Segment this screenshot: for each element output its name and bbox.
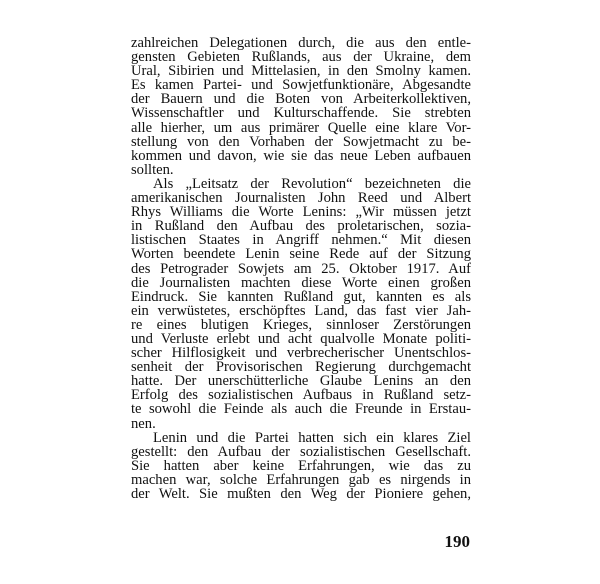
text-line: nen. bbox=[131, 415, 156, 432]
paragraph bbox=[131, 431, 471, 501]
text-line: ein verwüstetes, erschöpftes Land, das fast vier Jah- bbox=[131, 302, 471, 319]
paragraph bbox=[131, 36, 471, 177]
text-line: gestellt: den Aufbau der sozialistischen Gesellschaft. bbox=[131, 443, 471, 460]
text-line: Als „Leitsatz der Revolution“ bezeichneten die bbox=[153, 175, 471, 192]
text-line: re eines blutigen Krieges, sinnloser Zerstörungen bbox=[131, 316, 471, 333]
text-line: der Welt. Sie mußten den Weg der Pioniere gehen, bbox=[131, 486, 471, 502]
text-line: hatte. Der unerschütterliche Glaube Lenins an den bbox=[131, 373, 471, 390]
text-line: Eindruck. Sie kannten Rußland gut, kannten es als bbox=[131, 288, 471, 305]
text-line: machen war, solche Erfahrungen gab es nirgends in bbox=[131, 471, 471, 488]
text-line: listischen Staates in Angriff nehmen.“ Mit diesen bbox=[131, 232, 471, 249]
body-text bbox=[131, 36, 471, 501]
text-line: sollten. bbox=[131, 161, 174, 178]
text-line: Lenin und die Partei hatten sich ein klares Ziel bbox=[153, 429, 471, 446]
text-line: gensten Gebieten Rußlands, aus der Ukraine, dem bbox=[131, 49, 471, 66]
text-line: des Petrograder Sowjets am 25. Oktober 1917. Auf bbox=[131, 260, 471, 277]
text-line: kommen und davon, wie sie das neue Leben aufbauen bbox=[131, 147, 471, 164]
text-line: Rhys Williams die Worte Lenins: „Wir müssen jetzt bbox=[131, 204, 471, 221]
paragraph bbox=[131, 177, 471, 431]
page-number: 190 bbox=[444, 532, 470, 551]
text-line: Sie hatten aber keine Erfahrungen, wie das zu bbox=[131, 457, 471, 474]
text-line: der Bauern und die Boten von Arbeiterkollektiven, bbox=[131, 91, 471, 108]
text-line: und Verluste erlebt und acht qualvolle Monate politi- bbox=[131, 330, 471, 347]
text-line: stellung von den Vorhaben der Sowjetmacht zu be- bbox=[131, 133, 471, 150]
text-line: zahlreichen Delegationen durch, die aus den entle- bbox=[131, 35, 471, 51]
text-line: Ural, Sibirien und Mittelasien, in den Smolny kamen. bbox=[131, 63, 471, 80]
text-line: Worten beendete Lenin seine Rede auf der Sitzung bbox=[131, 246, 471, 263]
text-line: Es kamen Partei- und Sowjetfunktionäre, Abgesandte bbox=[131, 77, 471, 94]
text-line: in Rußland den Aufbau des proletarischen, sozia- bbox=[131, 218, 471, 235]
text-line: senheit der Provisorischen Regierung durchgemacht bbox=[131, 359, 471, 376]
text-line: Wissenschaftler und Kulturschaffende. Sie strebten bbox=[131, 105, 471, 122]
text-line: alle hierher, um aus primärer Quelle eine klare Vor- bbox=[131, 119, 471, 136]
text-line: amerikanischen Journalisten John Reed und Albert bbox=[131, 190, 471, 207]
text-line: scher Hilflosigkeit und verbrecherischer Unentschlos- bbox=[131, 345, 471, 362]
text-line: te sowohl die Feinde als auch die Freunde in Erstau- bbox=[131, 401, 471, 418]
text-line: die Journalisten machten diese Worte einen großen bbox=[131, 274, 471, 291]
text-line: Erfolg des sozialistischen Aufbaus in Rußland setz- bbox=[131, 387, 471, 404]
